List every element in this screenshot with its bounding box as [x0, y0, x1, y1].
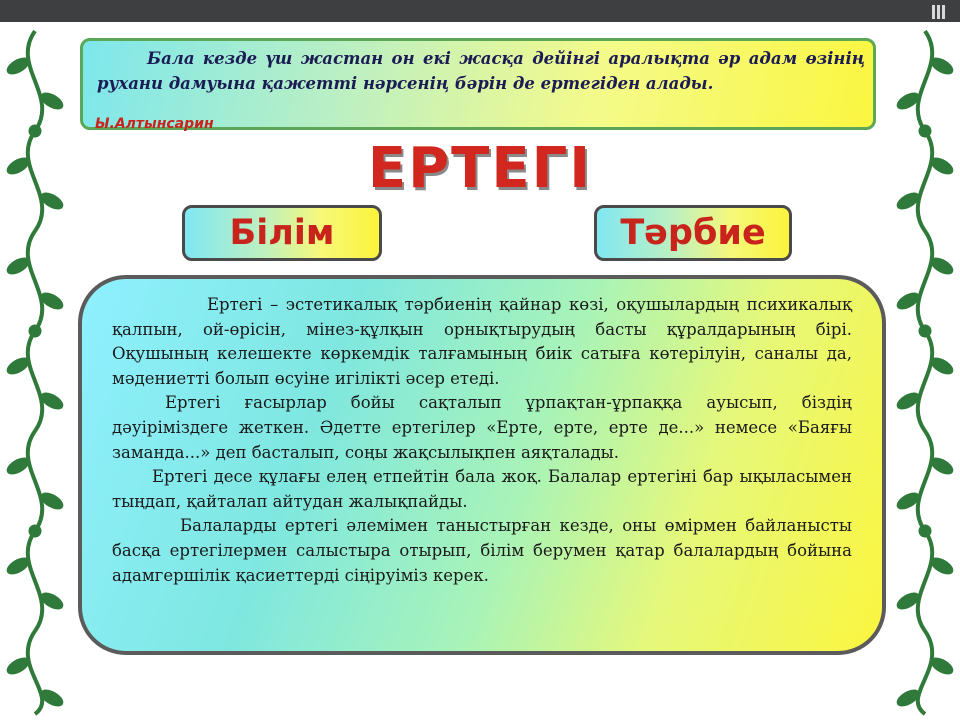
epigraph-text: Бала кезде үш жастан он екі жасқа дейінгі аралықта әр адам өзінің рухани дамуына қажетті нәрсенің бәрін де ертегіден алады.: [97, 49, 865, 93]
right-floral-ornament: [890, 26, 960, 716]
epigraph-author: Ы.Алтынсарин: [95, 116, 214, 132]
paragraph-1: Ертегі – эстетикалық тәрбиенің қайнар көзі, оқушылардың психикалық қалпын, ой-өрісін, мінез-құлқын орнықтырудың басты құралдарының бірі. Оқушының келешекте көркемдік талғамының биік сатыға көтерілуін, саналы да, мәдениетті болып өсуіне игілікті әсер етеді.: [112, 295, 852, 388]
main-text: [112, 293, 852, 588]
corner-stripes-icon: [932, 4, 954, 18]
upbringing-label: Тәрбие: [594, 205, 792, 261]
left-floral-ornament: [0, 26, 70, 716]
epigraph-box: [80, 38, 876, 130]
paragraph-3: Ертегі десе құлағы елең етпейтін бала жоқ. Балалар ертегіні бар ықыласымен тыңдап, қайталап айтудан жалықпайды.: [112, 467, 852, 511]
knowledge-label: Білім: [182, 205, 382, 261]
window-top-bar: [0, 0, 960, 22]
paragraph-2: Ертегі ғасырлар бойы сақталып ұрпақтан-ұрпаққа ауысып, біздің дәуіріміздеге жеткен. Әдетте ертегілер «Ерте, ерте, ерте де...» немесе «Баяғы заманда...» деп басталып, соңы жақсылықпен аяқталады.: [112, 393, 852, 462]
paragraph-4: Балаларды ертегі әлемімен таныстырған кезде, оны өмірмен байланысты басқа ертегілермен салыстыра отырып, білім берумен қатар балалардың бойына адамгершілік қасиеттерді сіңіруіміз керек.: [112, 516, 852, 585]
page-title: ЕРТЕГІ: [367, 136, 593, 201]
main-text-box: [78, 275, 886, 655]
